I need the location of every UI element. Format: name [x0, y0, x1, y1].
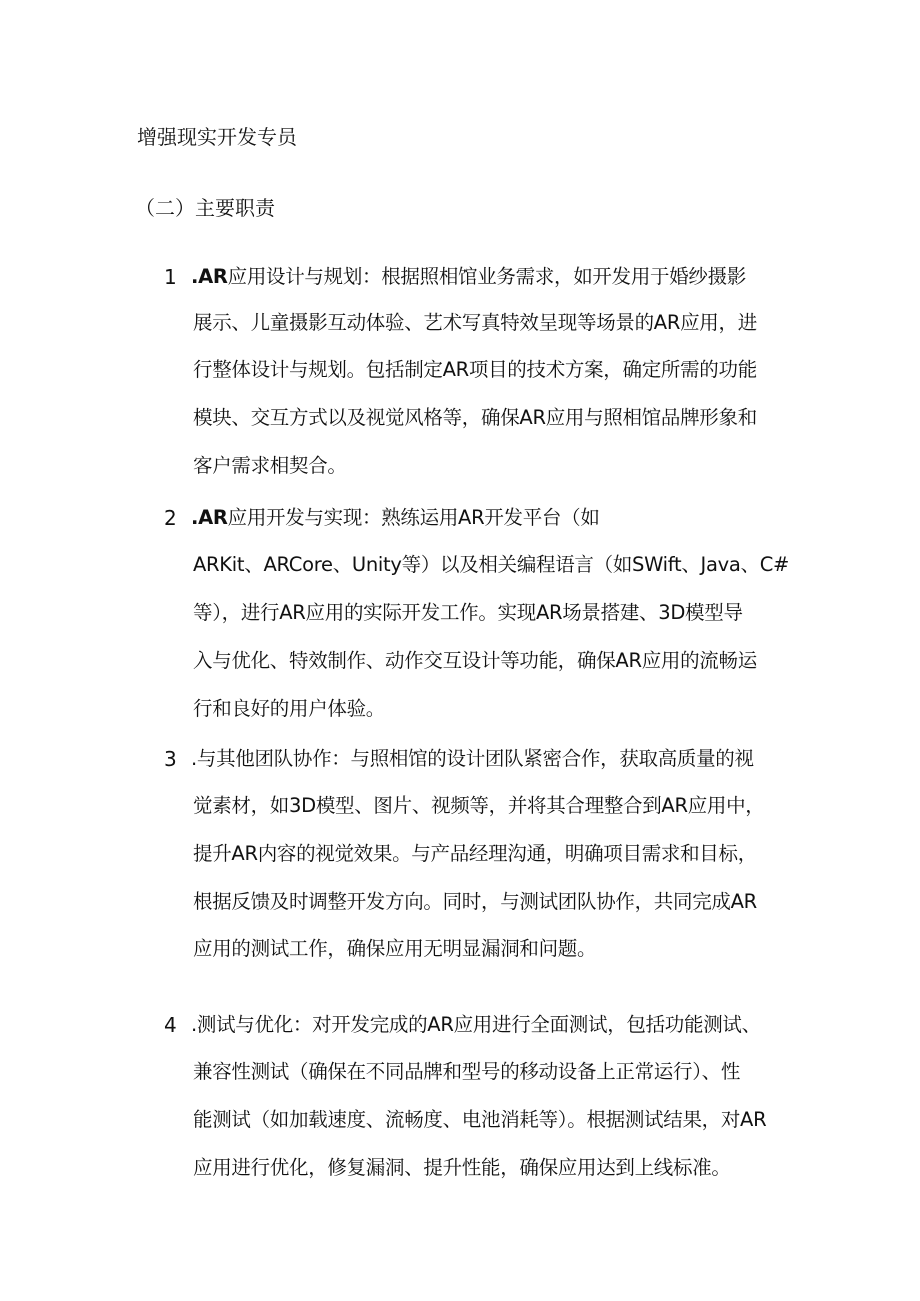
item-line: 根据反馈及时调整开发方向。同时，与测试团队协作，共同完成AR — [193, 890, 757, 913]
item-line: 行整体设计与规划。包括制定AR项目的技术方案，确定所需的功能 — [193, 358, 757, 381]
item-line: 兼容性测试（确保在不同品牌和型号的移动设备上正常运行）、性 — [193, 1060, 741, 1083]
document-title: 增强现实开发专员 — [137, 125, 297, 149]
item-line: 应用的测试工作，确保应用无明显漏洞和问题。 — [193, 937, 597, 960]
item-line: 等），进行AR应用的实际开发工作。实现AR场景搭建、3D模型导 — [193, 601, 743, 624]
item-line: 展示、儿童摄影互动体验、艺术写真特效呈现等场景的AR应用，进 — [193, 311, 757, 334]
item-line: 应用进行优化，修复漏洞、提升性能，确保应用达到上线标准。 — [193, 1156, 731, 1179]
item-line: 觉素材，如3D模型、图片、视频等，并将其合理整合到AR应用中， — [193, 794, 765, 817]
item-lead: .AR — [191, 506, 228, 529]
section-heading: （二）主要职责 — [135, 196, 275, 220]
item-line — [191, 503, 600, 533]
item-line — [191, 262, 746, 292]
item-line: ARKit、ARCore、Unity等）以及相关编程语言（如SWift、Java、C# — [193, 553, 790, 576]
item-line: .测试与优化：对开发完成的AR应用进行全面测试，包括功能测试、 — [191, 1013, 761, 1036]
item-number: 2 — [164, 506, 177, 530]
item-line: 入与优化、特效制作、动作交互设计等功能，确保AR应用的流畅运 — [193, 649, 757, 672]
item-text: 应用开发与实现：熟练运用AR开发平台（如 — [227, 506, 600, 529]
item-lead: .AR — [191, 265, 228, 288]
item-text: 应用设计与规划：根据照相馆业务需求，如开发用于婚纱摄影 — [227, 265, 747, 288]
item-number: 3 — [164, 747, 177, 771]
item-line: 能测试（如加载速度、流畅度、电池消耗等）。根据测试结果，对AR — [193, 1108, 767, 1131]
item-line: .与其他团队协作：与照相馆的设计团队紧密合作，获取高质量的视 — [191, 747, 754, 770]
item-line: 行和良好的用户体验。 — [193, 697, 386, 720]
item-line: 提升AR内容的视觉效果。与产品经理沟通，明确项目需求和目标， — [193, 842, 757, 865]
item-number: 1 — [164, 265, 177, 289]
item-line: 客户需求相契合。 — [193, 454, 347, 477]
item-line: 模块、交互方式以及视觉风格等，确保AR应用与照相馆品牌形象和 — [193, 406, 757, 429]
item-number: 4 — [164, 1013, 177, 1037]
